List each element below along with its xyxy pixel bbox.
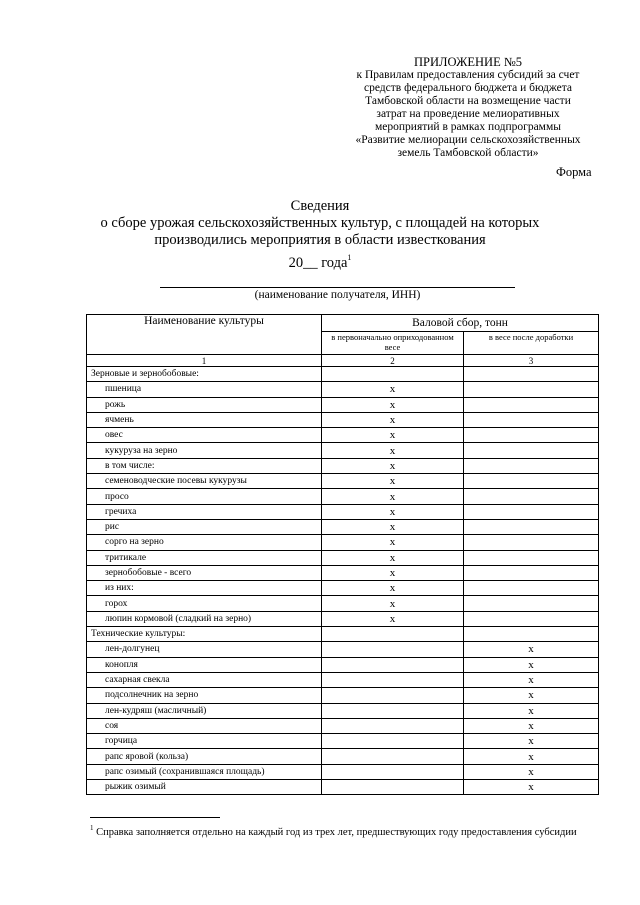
initial-weight-cell[interactable]: х xyxy=(322,428,464,443)
refined-weight-cell[interactable]: х xyxy=(464,703,599,718)
table-row xyxy=(87,535,599,550)
heading-line-4 xyxy=(80,249,560,272)
refined-weight-cell[interactable]: х xyxy=(464,764,599,779)
crop-name-cell: Зерновые и зернобобовые: xyxy=(87,367,322,382)
crop-name-cell: в том числе: xyxy=(87,458,322,473)
refined-weight-cell[interactable] xyxy=(464,382,599,397)
table-row xyxy=(87,550,599,565)
appendix-line: к Правилам предоставления субсидий за счет xyxy=(356,69,580,81)
initial-weight-cell[interactable]: х xyxy=(322,596,464,611)
col-number-2: 2 xyxy=(322,355,464,367)
table-row xyxy=(87,458,599,473)
appendix-line: затрат на проведение мелиоративных xyxy=(376,108,560,120)
crop-name-cell: лен-долгунец xyxy=(87,642,322,657)
table-row xyxy=(87,688,599,703)
refined-weight-cell[interactable]: х xyxy=(464,780,599,795)
table-row xyxy=(87,596,599,611)
table-body xyxy=(87,367,599,795)
refined-weight-cell[interactable]: х xyxy=(464,718,599,733)
initial-weight-cell[interactable] xyxy=(322,734,464,749)
initial-weight-cell[interactable] xyxy=(322,657,464,672)
crop-name-cell: рожь xyxy=(87,397,322,412)
refined-weight-cell[interactable] xyxy=(464,428,599,443)
table-row xyxy=(87,611,599,626)
crop-name-cell: семеноводческие посевы кукурузы xyxy=(87,474,322,489)
appendix-line: «Развитие мелиорации сельскохозяйственных xyxy=(355,134,581,146)
crop-name-cell: пшеница xyxy=(87,382,322,397)
initial-weight-cell[interactable]: х xyxy=(322,519,464,534)
table-row xyxy=(87,749,599,764)
initial-weight-cell[interactable] xyxy=(322,688,464,703)
table-row xyxy=(87,382,599,397)
table-row xyxy=(87,504,599,519)
crop-name-cell: рапс озимый (сохранившаяся площадь) xyxy=(87,764,322,779)
footnote-text: Справка заполняется отдельно на каждый год из трех лет, предшествующих году предоставления субсидии xyxy=(96,827,577,838)
footnote-mark: 1 xyxy=(90,824,94,832)
table-row xyxy=(87,367,599,382)
crop-name-cell: сорго на зерно xyxy=(87,535,322,550)
heading-line-2: о сборе урожая сельскохозяйственных культур, с площадей на которых xyxy=(100,215,540,231)
col-number-1: 1 xyxy=(87,355,322,367)
crop-name-cell: просо xyxy=(87,489,322,504)
col1-header: Наименование культуры xyxy=(87,315,322,355)
table-row xyxy=(87,428,599,443)
table-row xyxy=(87,519,599,534)
col-number-3: 3 xyxy=(464,355,599,367)
initial-weight-cell[interactable] xyxy=(322,703,464,718)
table-row xyxy=(87,657,599,672)
crop-name-cell: рапс яровой (кольза) xyxy=(87,749,322,764)
appendix-line: средств федерального бюджета и бюджета xyxy=(363,82,572,94)
crop-name-cell: гречиха xyxy=(87,504,322,519)
table-row xyxy=(87,412,599,427)
initial-weight-cell[interactable]: х xyxy=(322,565,464,580)
table-row xyxy=(87,734,599,749)
refined-weight-cell[interactable] xyxy=(464,489,599,504)
initial-weight-cell[interactable]: х xyxy=(322,611,464,626)
crop-name-cell: Технические культуры: xyxy=(87,627,322,642)
form-label: Форма xyxy=(556,165,592,179)
table-row xyxy=(87,672,599,687)
document-heading xyxy=(80,198,560,272)
crop-name-cell: тритикале xyxy=(87,550,322,565)
crop-name-cell: рис xyxy=(87,519,322,534)
crop-name-cell: ячмень xyxy=(87,412,322,427)
initial-weight-cell[interactable] xyxy=(322,672,464,687)
table-row xyxy=(87,397,599,412)
initial-weight-cell[interactable]: х xyxy=(322,535,464,550)
refined-weight-cell[interactable] xyxy=(464,581,599,596)
refined-weight-cell[interactable] xyxy=(464,611,599,626)
crop-name-cell: конопля xyxy=(87,657,322,672)
col2-header: в первоначально оприходованном весе xyxy=(322,332,464,355)
heading-line-1: Сведения xyxy=(290,198,350,214)
initial-weight-cell[interactable] xyxy=(322,749,464,764)
appendix-title: ПРИЛОЖЕНИЕ №5 xyxy=(413,55,523,69)
refined-weight-cell[interactable]: х xyxy=(464,688,599,703)
refined-weight-cell[interactable] xyxy=(464,397,599,412)
refined-weight-cell[interactable] xyxy=(464,443,599,458)
appendix-block xyxy=(318,56,618,160)
crop-name-cell: горчица xyxy=(87,734,322,749)
refined-weight-cell[interactable] xyxy=(464,550,599,565)
refined-weight-cell[interactable]: х xyxy=(464,749,599,764)
refined-weight-cell[interactable] xyxy=(464,596,599,611)
appendix-line: Тамбовской области на возмещение части xyxy=(365,95,571,107)
table-row xyxy=(87,627,599,642)
initial-weight-cell[interactable]: х xyxy=(322,581,464,596)
crop-name-cell: зернобобовые - всего xyxy=(87,565,322,580)
table-row xyxy=(87,780,599,795)
refined-weight-cell[interactable] xyxy=(464,535,599,550)
refined-weight-cell[interactable] xyxy=(464,458,599,473)
refined-weight-cell[interactable] xyxy=(464,565,599,580)
recipient-blank-line xyxy=(160,287,515,288)
appendix-line: мероприятий в рамках подпрограммы xyxy=(375,121,561,133)
crop-name-cell: лен-кудряш (масличный) xyxy=(87,703,322,718)
crop-name-cell: люпин кормовой (сладкий на зерно) xyxy=(87,611,322,626)
refined-weight-cell[interactable] xyxy=(464,474,599,489)
harvest-table xyxy=(86,314,599,795)
refined-weight-cell[interactable] xyxy=(464,504,599,519)
gross-header: Валовой сбор, тонн xyxy=(322,315,599,332)
initial-weight-cell[interactable] xyxy=(322,718,464,733)
col3-header: в весе после доработки xyxy=(464,332,599,355)
initial-weight-cell[interactable]: х xyxy=(322,474,464,489)
table-row xyxy=(87,474,599,489)
crop-name-cell: сахарная свекла xyxy=(87,672,322,687)
table-row xyxy=(87,581,599,596)
initial-weight-cell[interactable]: х xyxy=(322,550,464,565)
table-row xyxy=(87,718,599,733)
refined-weight-cell[interactable]: х xyxy=(464,672,599,687)
footnote-separator xyxy=(90,817,220,818)
refined-weight-cell[interactable]: х xyxy=(464,734,599,749)
initial-weight-cell[interactable]: х xyxy=(322,382,464,397)
refined-weight-cell[interactable] xyxy=(464,367,599,382)
refined-weight-cell[interactable]: х xyxy=(464,657,599,672)
initial-weight-cell[interactable] xyxy=(322,367,464,382)
initial-weight-cell[interactable] xyxy=(322,642,464,657)
table-row xyxy=(87,443,599,458)
initial-weight-cell[interactable]: х xyxy=(322,504,464,519)
footnote xyxy=(90,822,602,839)
initial-weight-cell[interactable] xyxy=(322,780,464,795)
initial-weight-cell[interactable]: х xyxy=(322,458,464,473)
initial-weight-cell[interactable]: х xyxy=(322,489,464,504)
heading-footnote-mark: 1 xyxy=(347,253,352,262)
heading-year: 20__ года xyxy=(288,255,348,271)
table-row xyxy=(87,489,599,504)
table-row xyxy=(87,703,599,718)
initial-weight-cell[interactable]: х xyxy=(322,443,464,458)
refined-weight-cell[interactable] xyxy=(464,412,599,427)
heading-line-3: производились мероприятия в области известкования xyxy=(154,232,486,248)
table-row xyxy=(87,764,599,779)
initial-weight-cell[interactable]: х xyxy=(322,397,464,412)
initial-weight-cell[interactable] xyxy=(322,764,464,779)
crop-name-cell: горох xyxy=(87,596,322,611)
appendix-line: земель Тамбовской области» xyxy=(397,147,539,159)
crop-name-cell: овес xyxy=(87,428,322,443)
table-row xyxy=(87,642,599,657)
refined-weight-cell[interactable] xyxy=(464,627,599,642)
table-row xyxy=(87,565,599,580)
recipient-caption: (наименование получателя, ИНН) xyxy=(254,289,421,301)
crop-name-cell: кукуруза на зерно xyxy=(87,443,322,458)
refined-weight-cell[interactable]: х xyxy=(464,642,599,657)
initial-weight-cell[interactable]: х xyxy=(322,412,464,427)
refined-weight-cell[interactable] xyxy=(464,519,599,534)
initial-weight-cell[interactable] xyxy=(322,627,464,642)
crop-name-cell: рыжик озимый xyxy=(87,780,322,795)
crop-name-cell: подсолнечник на зерно xyxy=(87,688,322,703)
crop-name-cell: из них: xyxy=(87,581,322,596)
crop-name-cell: соя xyxy=(87,718,322,733)
appendix-lines xyxy=(318,69,618,160)
